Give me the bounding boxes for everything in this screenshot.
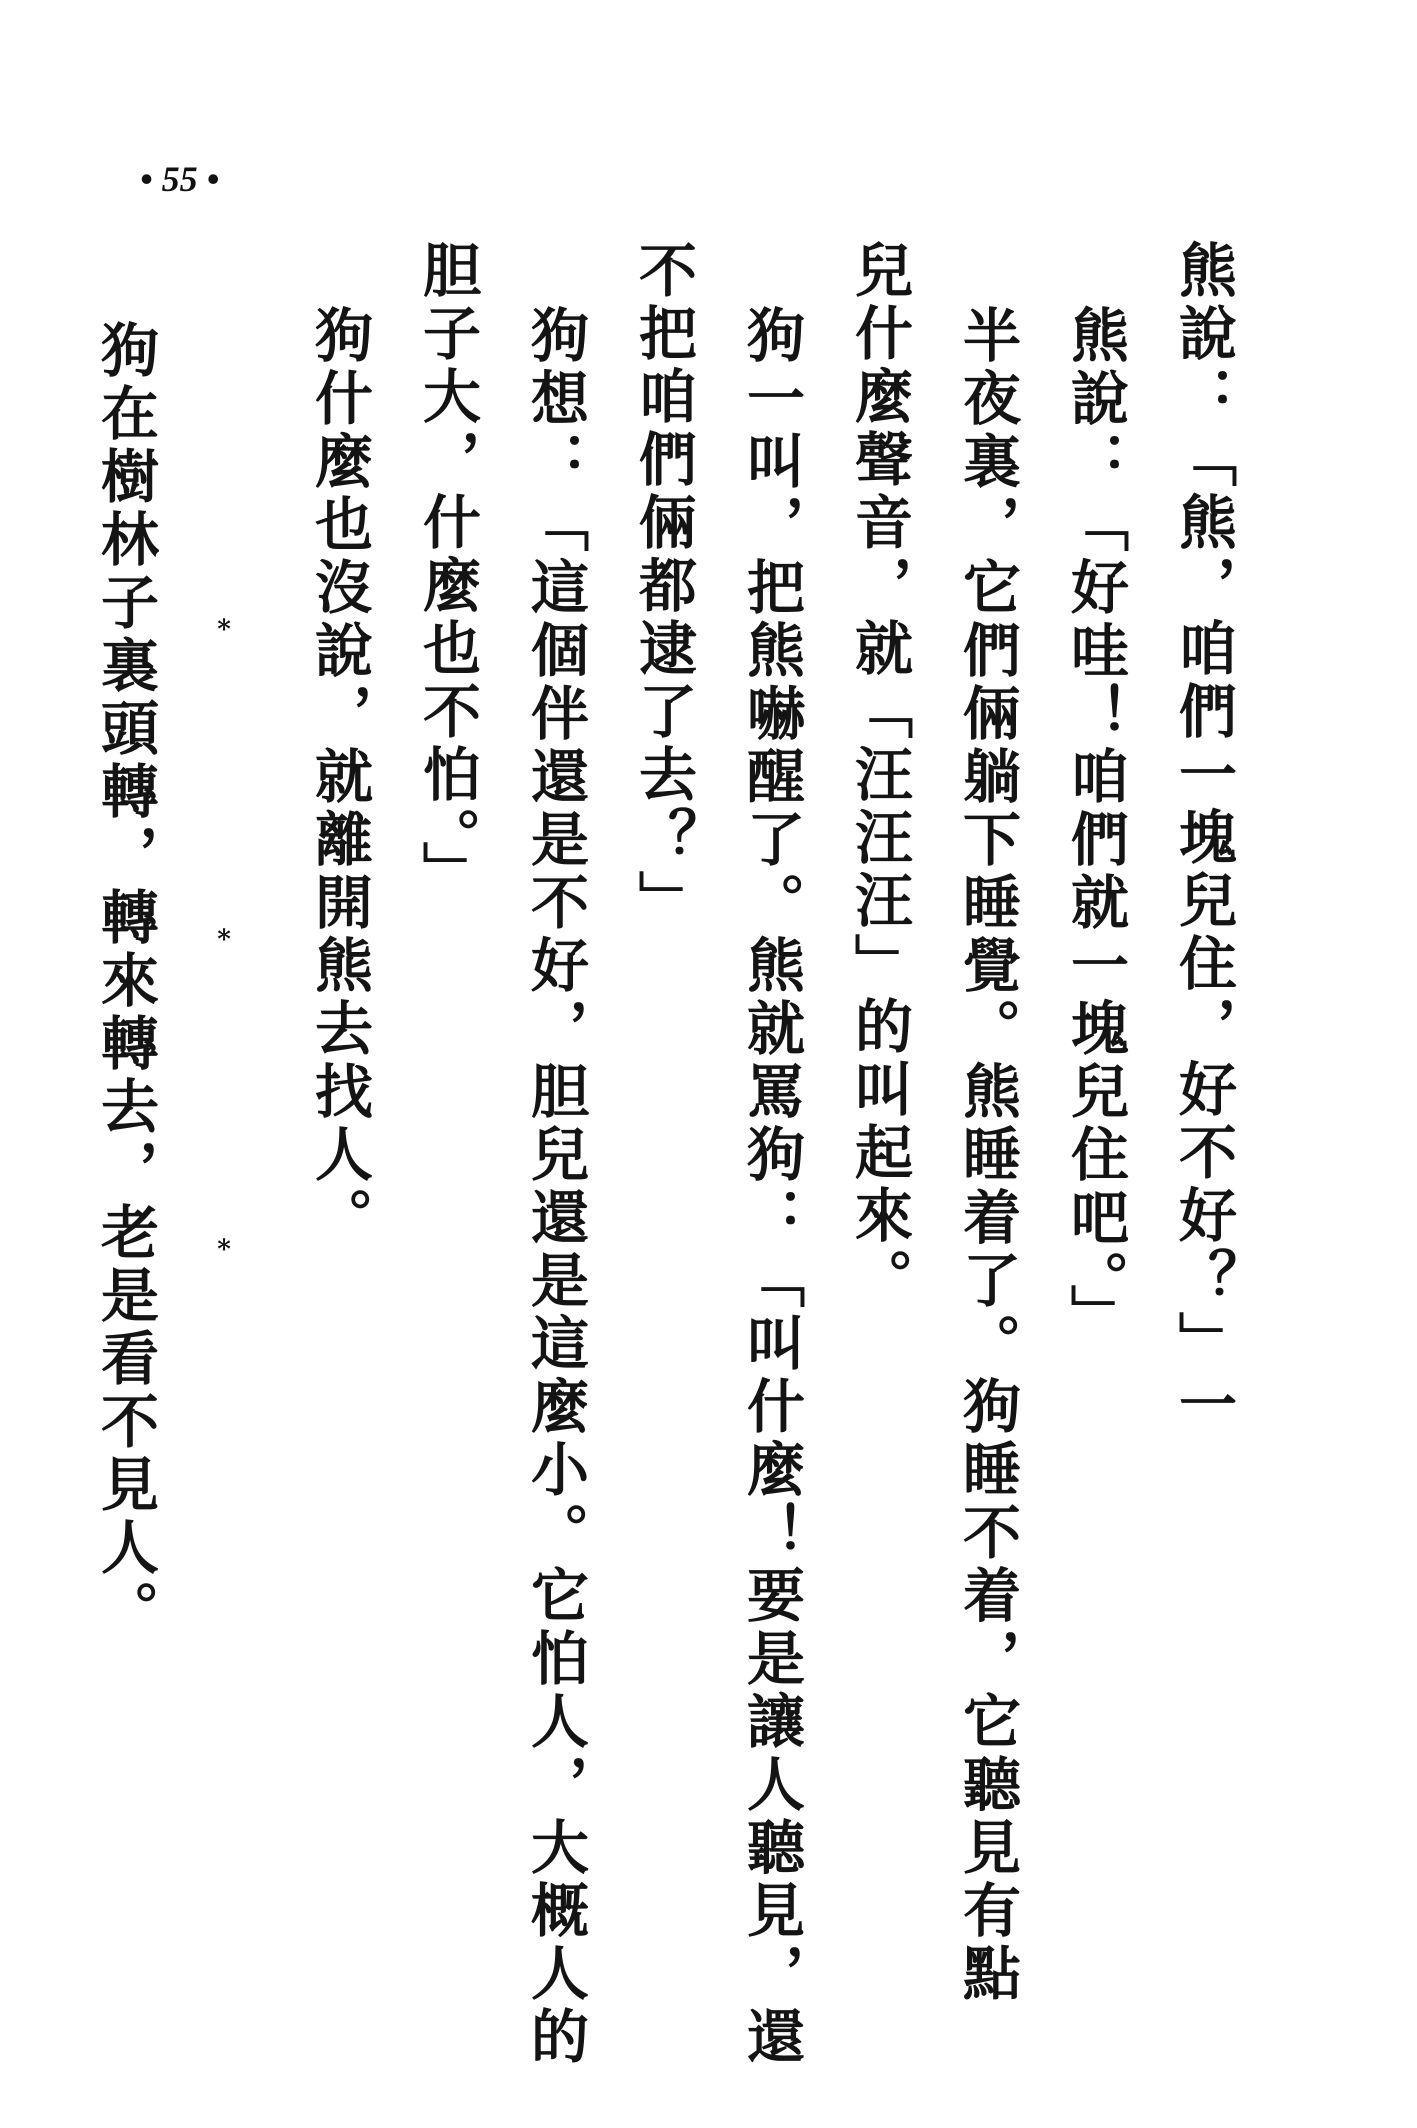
section-divider-star: * [217, 925, 231, 955]
text-column-6: 不把咱們倆都逮了去？」 [629, 240, 697, 933]
section-divider-star: * [217, 615, 231, 645]
text-column-7: 狗想：「這個伴還是不好，胆兒還是這麼小。它怕人，大概人的 [521, 305, 589, 2069]
page-number: • 55 • [140, 159, 220, 199]
text-column-3: 半夜裏，它們倆躺下睡覺。熊睡着了。狗睡不着，它聽見有點 [953, 305, 1021, 2006]
text-column-5: 狗一叫，把熊嚇醒了。熊就罵狗：「叫什麼！要是讓人聽見，還 [737, 305, 805, 2069]
text-column-9: 狗什麼也沒說，就離開熊去找人。 [305, 305, 373, 1250]
text-column-1: 熊說：「熊，咱們一塊兒住，好不好？」一 [1169, 240, 1237, 1437]
text-column-8: 胆子大，什麼也不怕。」 [413, 240, 481, 904]
text-column-4: 兒什麼聲音，就「汪汪汪」的叫起來。 [845, 240, 913, 1311]
text-column-10: 狗在樹林子裏頭轉，轉來轉去，老是看不見人。 [91, 320, 159, 1643]
section-divider-star: * [217, 1235, 231, 1265]
text-column-2: 熊說：「好哇！咱們就一塊兒住吧。」 [1061, 305, 1129, 1347]
